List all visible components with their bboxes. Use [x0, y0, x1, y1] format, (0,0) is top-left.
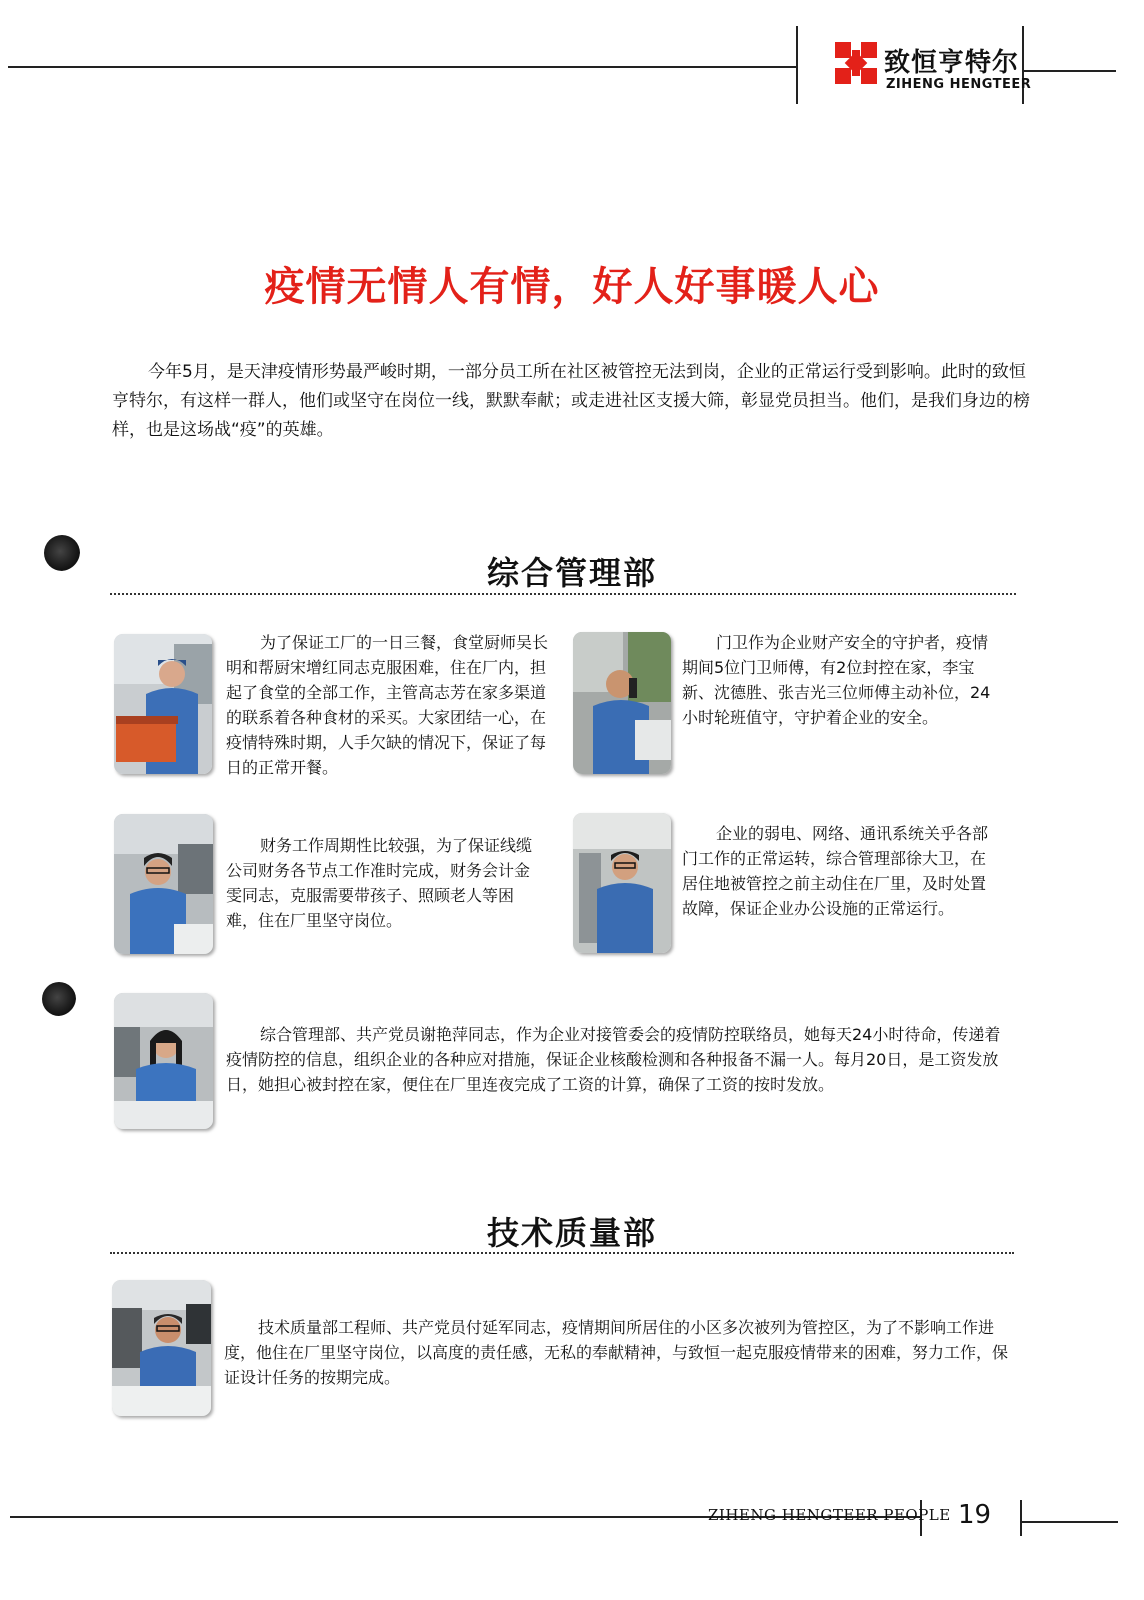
brand-name-en: ZIHENG HENGTEER [886, 77, 1032, 92]
story-text: 综合管理部、共产党员谢艳萍同志，作为企业对接管委会的疫情防控联络员，她每天24小时待命，传递着疫情防控的信息，组织企业的各种应对措施，保证企业核酸检测和各种报备不漏一人。每月20日，是工资发放日，她担心被封控在家，便住在厂里连夜完成了工资的计算，确保了工资的按时发放。 [226, 1025, 1001, 1094]
section-heading: 综合管理部 [486, 554, 657, 592]
section-divider [110, 1252, 1014, 1254]
section-heading: 技术质量部 [486, 1214, 657, 1252]
photo-it-technician [573, 813, 671, 953]
header-divider-left [796, 26, 798, 104]
story-text: 财务工作周期性比较强，为了保证线缆公司财务各节点工作准时完成，财务会计金雯同志，克服需要带孩子、照顾老人等困难，住在厂里坚守岗位。 [226, 836, 533, 930]
story-text: 企业的弱电、网络、通讯系统关乎各部门工作的正常运转，综合管理部徐大卫，在居住地被管控之前主动住在厂里，及时处置故障，保证企业办公设施的正常运行。 [682, 824, 989, 918]
header-rule-right [1024, 70, 1116, 72]
brand-logo-icon [835, 42, 877, 84]
story-text: 为了保证工厂的一日三餐，食堂厨师吴长明和帮厨宋增红同志克服困难，住在厂内，担起了食堂的全部工作，主管高志芳在家多渠道的联系着各种食材的采买。大家团结一心，在疫情特殊时期，人手欠缺的情况下，保证了每日的正常开餐。 [226, 633, 549, 777]
binder-hole-mark [42, 982, 76, 1016]
article-title: 疫情无情人有情，好人好事暖人心 [264, 263, 880, 310]
footer-divider-right [1020, 1500, 1022, 1536]
page-number: 19 [958, 1500, 992, 1530]
photo-finance-accountant [114, 814, 213, 954]
photo-quality-engineer [112, 1280, 211, 1416]
story-text: 技术质量部工程师、共产党员付延军同志，疫情期间所居住的小区多次被列为管控区，为了不影响工作进度，他住在厂里坚守岗位，以高度的责任感，无私的奉献精神，与致恒一起克服疫情带来的困难，努力工作，保证设计任务的按期完成。 [224, 1318, 1009, 1387]
story-text: 门卫作为企业财产安全的守护者，疫情期间5位门卫师傅，有2位封控在家，李宝新、沈德胜、张吉光三位师傅主动补位，24小时轮班值守，守护着企业的安全。 [682, 633, 991, 727]
section-divider [110, 593, 1016, 595]
brand-name-cn: 致恒亨特尔 [884, 48, 1020, 78]
intro-paragraph: 今年5月，是天津疫情形势最严峻时期，一部分员工所在社区被管控无法到岗，企业的正常运行受到影响。此时的致恒亨特尔，有这样一群人，他们或坚守在岗位一线，默默奉献；或走进社区支援大筛，彰显党员担当。他们，是我们身边的榜样，也是这场战“疫”的英雄。 [112, 362, 1030, 440]
footer-rule-right [1022, 1521, 1118, 1523]
photo-liaison-officer [114, 993, 213, 1129]
footer-publication-name: ZIHENG HENGTEER PEOPLE [708, 1506, 951, 1524]
header-divider-right [1022, 26, 1024, 104]
photo-canteen-worker [114, 634, 212, 774]
photo-gate-guard [573, 632, 671, 774]
header-rule-left [8, 66, 796, 68]
